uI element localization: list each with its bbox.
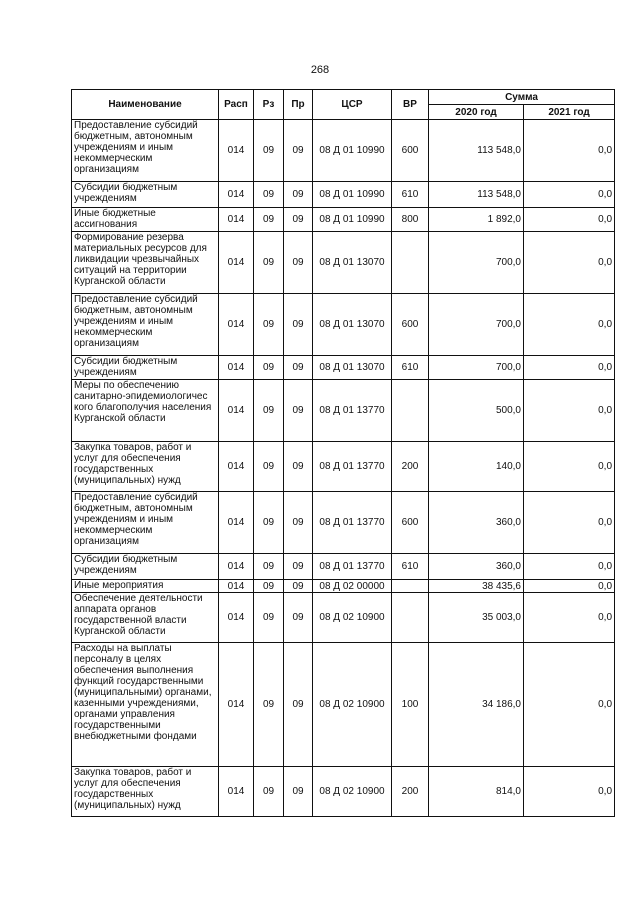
row-rasp: 014 xyxy=(219,492,254,554)
row-name: Субсидии бюджетным учреждениям xyxy=(72,554,219,580)
header-csr: ЦСР xyxy=(313,90,392,120)
row-csr: 08 Д 02 00000 xyxy=(313,580,392,593)
row-pr: 09 xyxy=(284,182,313,208)
header-vr: ВР xyxy=(392,90,429,120)
table-row xyxy=(72,643,615,767)
row-amount-2021: 0,0 xyxy=(524,182,615,208)
row-csr: 08 Д 02 10900 xyxy=(313,767,392,817)
row-amount-2020: 700,0 xyxy=(429,294,524,356)
row-csr: 08 Д 01 10990 xyxy=(313,208,392,232)
row-amount-2020: 360,0 xyxy=(429,492,524,554)
row-rz: 09 xyxy=(254,593,284,643)
row-name: Предоставление субсидий бюджетным, автономным учреждениям и иным некоммерческим организациям xyxy=(72,492,219,554)
row-amount-2021: 0,0 xyxy=(524,356,615,380)
row-csr: 08 Д 01 13770 xyxy=(313,492,392,554)
row-name: Предоставление субсидий бюджетным, автономным учреждениям и иным некоммерческим организациям xyxy=(72,294,219,356)
table-row xyxy=(72,208,615,232)
header-name: Наименование xyxy=(72,90,219,120)
row-rz: 09 xyxy=(254,294,284,356)
row-csr: 08 Д 01 13770 xyxy=(313,554,392,580)
row-rasp: 014 xyxy=(219,767,254,817)
row-pr: 09 xyxy=(284,580,313,593)
row-amount-2020: 1 892,0 xyxy=(429,208,524,232)
row-name: Субсидии бюджетным учреждениям xyxy=(72,182,219,208)
row-csr: 08 Д 01 13070 xyxy=(313,356,392,380)
row-rz: 09 xyxy=(254,232,284,294)
row-amount-2020: 360,0 xyxy=(429,554,524,580)
row-amount-2020: 113 548,0 xyxy=(429,120,524,182)
row-vr: 800 xyxy=(392,208,429,232)
row-amount-2021: 0,0 xyxy=(524,442,615,492)
row-rz: 09 xyxy=(254,182,284,208)
row-csr: 08 Д 01 13770 xyxy=(313,380,392,442)
row-vr: 610 xyxy=(392,182,429,208)
row-vr: 600 xyxy=(392,120,429,182)
row-rz: 09 xyxy=(254,380,284,442)
table-row xyxy=(72,294,615,356)
table-row xyxy=(72,380,615,442)
row-pr: 09 xyxy=(284,643,313,767)
row-amount-2020: 34 186,0 xyxy=(429,643,524,767)
table-row xyxy=(72,492,615,554)
header-year-2020: 2020 год xyxy=(429,105,524,120)
row-name: Закупка товаров, работ и услуг для обеспечения государственных (муниципальных) нужд xyxy=(72,767,219,817)
row-amount-2020: 113 548,0 xyxy=(429,182,524,208)
row-pr: 09 xyxy=(284,208,313,232)
row-rz: 09 xyxy=(254,120,284,182)
table-row xyxy=(72,356,615,380)
row-rz: 09 xyxy=(254,554,284,580)
row-pr: 09 xyxy=(284,593,313,643)
row-amount-2020: 700,0 xyxy=(429,232,524,294)
row-vr xyxy=(392,232,429,294)
row-csr: 08 Д 01 10990 xyxy=(313,120,392,182)
row-rasp: 014 xyxy=(219,294,254,356)
header-sum: Сумма xyxy=(429,90,615,105)
table-row xyxy=(72,554,615,580)
row-rasp: 014 xyxy=(219,208,254,232)
row-vr xyxy=(392,380,429,442)
table-body xyxy=(72,120,615,817)
row-vr: 200 xyxy=(392,442,429,492)
row-pr: 09 xyxy=(284,442,313,492)
row-vr: 100 xyxy=(392,643,429,767)
row-rasp: 014 xyxy=(219,380,254,442)
row-amount-2021: 0,0 xyxy=(524,208,615,232)
row-pr: 09 xyxy=(284,356,313,380)
row-amount-2021: 0,0 xyxy=(524,294,615,356)
row-rasp: 014 xyxy=(219,442,254,492)
row-csr: 08 Д 02 10900 xyxy=(313,643,392,767)
table-row xyxy=(72,182,615,208)
row-csr: 08 Д 01 13070 xyxy=(313,294,392,356)
row-vr: 600 xyxy=(392,294,429,356)
row-rasp: 014 xyxy=(219,580,254,593)
row-rz: 09 xyxy=(254,492,284,554)
row-name: Предоставление субсидий бюджетным, автономным учреждениям и иным некоммерческим организациям xyxy=(72,120,219,182)
row-amount-2020: 500,0 xyxy=(429,380,524,442)
row-vr: 610 xyxy=(392,554,429,580)
row-pr: 09 xyxy=(284,554,313,580)
header-pr: Пр xyxy=(284,90,313,120)
table-row xyxy=(72,767,615,817)
row-pr: 09 xyxy=(284,294,313,356)
row-rz: 09 xyxy=(254,356,284,380)
row-amount-2021: 0,0 xyxy=(524,380,615,442)
row-vr: 600 xyxy=(392,492,429,554)
row-rz: 09 xyxy=(254,208,284,232)
row-name: Иные бюджетные ассигнования xyxy=(72,208,219,232)
row-rz: 09 xyxy=(254,580,284,593)
row-csr: 08 Д 01 10990 xyxy=(313,182,392,208)
header-row xyxy=(72,90,615,105)
row-rz: 09 xyxy=(254,767,284,817)
row-vr xyxy=(392,593,429,643)
row-name: Формирование резерва материальных ресурсов для ликвидации чрезвычайных ситуаций на территории Курганской области xyxy=(72,232,219,294)
row-csr: 08 Д 01 13070 xyxy=(313,232,392,294)
table-row xyxy=(72,580,615,593)
row-pr: 09 xyxy=(284,767,313,817)
row-csr: 08 Д 02 10900 xyxy=(313,593,392,643)
row-amount-2021: 0,0 xyxy=(524,120,615,182)
table-row xyxy=(72,232,615,294)
table-row xyxy=(72,442,615,492)
row-name: Расходы на выплаты персоналу в целях обеспечения выполнения функций государственными (муниципальными) органами, казенными учреждениями, органами управления государственными внебюджетными фондами xyxy=(72,643,219,767)
budget-table xyxy=(71,89,615,817)
header-rz: Рз xyxy=(254,90,284,120)
row-amount-2021: 0,0 xyxy=(524,643,615,767)
row-rasp: 014 xyxy=(219,232,254,294)
row-name: Иные мероприятия xyxy=(72,580,219,593)
row-pr: 09 xyxy=(284,232,313,294)
row-name: Субсидии бюджетным учреждениям xyxy=(72,356,219,380)
row-amount-2021: 0,0 xyxy=(524,767,615,817)
row-amount-2021: 0,0 xyxy=(524,580,615,593)
row-amount-2021: 0,0 xyxy=(524,554,615,580)
row-rasp: 014 xyxy=(219,356,254,380)
row-pr: 09 xyxy=(284,380,313,442)
row-amount-2021: 0,0 xyxy=(524,232,615,294)
table-row xyxy=(72,120,615,182)
header-rasp: Расп xyxy=(219,90,254,120)
row-csr: 08 Д 01 13770 xyxy=(313,442,392,492)
row-pr: 09 xyxy=(284,120,313,182)
row-amount-2020: 700,0 xyxy=(429,356,524,380)
row-rz: 09 xyxy=(254,442,284,492)
row-rasp: 014 xyxy=(219,554,254,580)
header-year-2021: 2021 год xyxy=(524,105,615,120)
row-name: Меры по обеспечению санитарно-эпидемиологичес кого благополучия населения Курганской области xyxy=(72,380,219,442)
row-amount-2021: 0,0 xyxy=(524,492,615,554)
row-pr: 09 xyxy=(284,492,313,554)
row-name: Обеспечение деятельности аппарата органов государственной власти Курганской области xyxy=(72,593,219,643)
row-amount-2020: 35 003,0 xyxy=(429,593,524,643)
row-name: Закупка товаров, работ и услуг для обеспечения государственных (муниципальных) нужд xyxy=(72,442,219,492)
row-rasp: 014 xyxy=(219,120,254,182)
row-vr xyxy=(392,580,429,593)
table-row xyxy=(72,593,615,643)
row-vr: 610 xyxy=(392,356,429,380)
row-rasp: 014 xyxy=(219,182,254,208)
row-vr: 200 xyxy=(392,767,429,817)
row-amount-2021: 0,0 xyxy=(524,593,615,643)
row-rasp: 014 xyxy=(219,643,254,767)
row-amount-2020: 38 435,6 xyxy=(429,580,524,593)
row-rasp: 014 xyxy=(219,593,254,643)
row-rz: 09 xyxy=(254,643,284,767)
row-amount-2020: 140,0 xyxy=(429,442,524,492)
page-number: 268 xyxy=(310,64,330,76)
row-amount-2020: 814,0 xyxy=(429,767,524,817)
